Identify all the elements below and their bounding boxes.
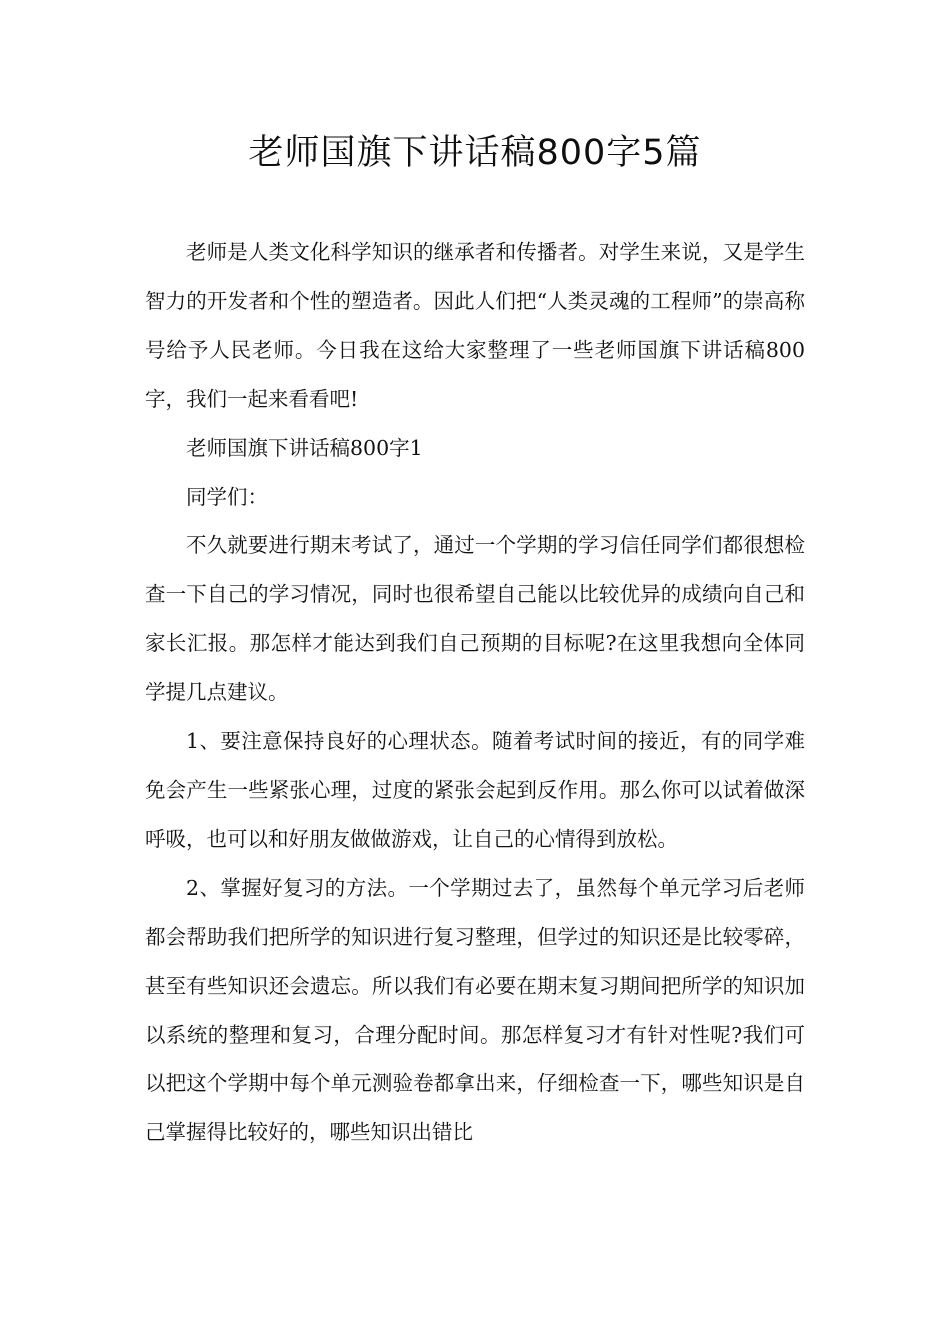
suggestion-1-paragraph: 1、要注意保持良好的心理状态。随着考试时间的接近，有的同学难免会产生一些紧张心理，过度的紧张会起到反作用。那么你可以试着做深呼吸，也可以和好朋友做做游戏，让自己的心情得到放松。 [145,729,805,851]
salutation: 同学们： [186,484,268,509]
document-title: 老师国旗下讲话稿800字5篇 [248,133,702,173]
body-paragraph: 不久就要进行期末考试了，通过一个学期的学习信任同学们都很想检查一下自己的学习情况，同时也很希望自己能以比较优异的成绩向自己和家长汇报。那怎样才能达到我们自己预期的目标呢?在这里我想向全体同学提几点建议。 [145,533,805,705]
intro-paragraph: 老师是人类文化科学知识的继承者和传播者。对学生来说，又是学生智力的开发者和个性的塑造者。因此人们把“人类灵魂的工程师”的崇高称号给予人民老师。今日我在这给大家整理了一些老师国旗下讲话稿800字，我们一起来看看吧! [145,240,805,411]
section-heading: 老师国旗下讲话稿800字1 [186,435,423,460]
suggestion-2-paragraph: 2、掌握好复习的方法。一个学期过去了，虽然每个单元学习后老师都会帮助我们把所学的知识进行复习整理，但学过的知识还是比较零碎，甚至有些知识还会遗忘。所以我们有必要在期末复习期间把所学的知识加以系统的整理和复习，合理分配时间。那怎样复习才有针对性呢?我们可以把这个学期中每个单元测验卷都拿出来，仔细检查一下，哪些知识是自己掌握得比较好的，哪些知识出错比 [145,875,805,1145]
document-body [145,228,805,1157]
